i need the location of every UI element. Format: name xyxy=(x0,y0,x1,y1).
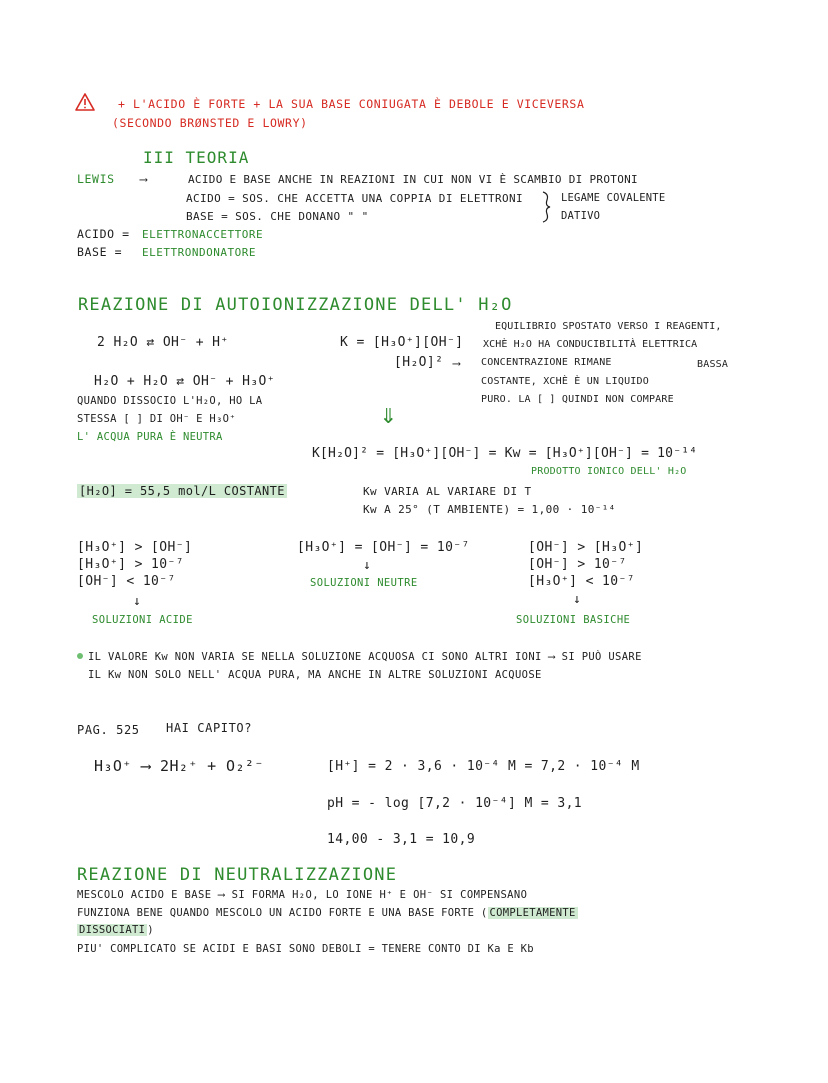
h2o-concentration-text: [H₂O] = 55,5 mol/L COSTANTE xyxy=(79,484,285,498)
lewis-line-2: ACIDO = SOS. CHE ACCETTA UNA COPPIA DI ELETTRONI xyxy=(186,192,524,205)
exercise-page: PAG. 525 xyxy=(77,723,140,737)
eq-note-2: XCHÈ H₂O HA CONDUCIBILITÀ ELETTRICA xyxy=(483,339,698,350)
lewis-title: III TEORIA xyxy=(143,148,250,167)
neutralization-title: REAZIONE DI NEUTRALIZZAZIONE xyxy=(77,865,398,885)
warning-icon xyxy=(75,93,95,111)
calc-line-3: 14,00 - 3,1 = 10,9 xyxy=(327,832,476,847)
basic-cond-2: [OH⁻] > 10⁻⁷ xyxy=(528,557,627,572)
base-label: BASE = xyxy=(77,245,123,259)
k-arrow: ⟶ xyxy=(453,356,461,370)
acid-cond-3: [OH⁻] < 10⁻⁷ xyxy=(77,574,176,589)
h2o-concentration xyxy=(77,485,287,497)
warning-line-2: (SECONDO BRØNSTED E LOWRY) xyxy=(112,116,308,130)
basic-cond-3: [H₃O⁺] < 10⁻⁷ xyxy=(528,574,635,589)
kw-equation: K[H₂O]² = [H₃O⁺][OH⁻] = Kw = [H₃O⁺][OH⁻] = 10⁻¹⁴ xyxy=(312,446,698,461)
autoion-eq-1: 2 H₂O ⇄ OH⁻ + H⁺ xyxy=(97,335,229,350)
autoion-eq-2: H₂O + H₂O ⇄ OH⁻ + H₃O⁺ xyxy=(94,374,275,389)
warning-line-1: + L'ACIDO È FORTE + LA SUA BASE CONIUGATA È DEBOLE E VICEVERSA xyxy=(118,97,585,111)
acid-cond-2: [H₃O⁺] > 10⁻⁷ xyxy=(77,557,184,572)
acid-arrow: ↓ xyxy=(133,594,142,609)
acid-label: ACIDO = xyxy=(77,227,130,241)
neutralization-line-2 xyxy=(77,908,578,919)
lewis-bond-1: LEGAME COVALENTE xyxy=(561,192,666,204)
neutralization-line-4: PIU' COMPLICATO SE ACIDI E BASI SONO DEBOLI = TENERE CONTO DI Ka E Kb xyxy=(77,943,534,955)
calc-line-2: pH = - log [7,2 · 10⁻⁴] M = 3,1 xyxy=(327,796,583,811)
bullet-dot xyxy=(77,653,83,659)
conc-note: CONCENTRAZIONE RIMANE xyxy=(481,357,612,368)
exercise-title: HAI CAPITO? xyxy=(166,721,253,735)
autoion-title: REAZIONE DI AUTOIONIZZAZIONE DELL' H₂O xyxy=(78,295,513,315)
neutral-cond: [H₃O⁺] = [OH⁻] = 10⁻⁷ xyxy=(297,540,470,555)
calc-line-1: [H⁺] = 2 · 3,6 · 10⁻⁴ M = 7,2 · 10⁻⁴ M xyxy=(327,759,640,774)
neutralization-line-3 xyxy=(77,925,154,936)
acid-value: ELETTRONACCETTORE xyxy=(142,228,264,241)
lewis-arrow: ⟶ xyxy=(140,172,148,186)
lewis-line-1: ACIDO E BASE ANCHE IN REAZIONI IN CUI NON VI È SCAMBIO DI PROTONI xyxy=(188,173,638,186)
kw-variation: Kw VARIA AL VARIARE DI T xyxy=(363,485,532,498)
kw-25: Kw A 25° (T AMBIENTE) = 1,00 · 10⁻¹⁴ xyxy=(363,503,616,516)
neutralization-line-2-text: FUNZIONA BENE QUANDO MESCOLO UN ACIDO FORTE E UNA BASE FORTE ( xyxy=(77,907,488,919)
autoion-note-2: STESSA [ ] DI OH⁻ E H₃O⁺ xyxy=(77,413,236,425)
acid-cond-1: [H₃O⁺] > [OH⁻] xyxy=(77,540,193,555)
k-denominator: [H₂O]² xyxy=(394,355,444,370)
brace-icon xyxy=(541,190,553,224)
bullet-line-2: IL Kw NON SOLO NELL' ACQUA PURA, MA ANCHE IN ALTRE SOLUZIONI ACQUOSE xyxy=(88,669,542,681)
neutralization-line-2-highlight: COMPLETAMENTE xyxy=(489,907,576,919)
low-note: BASSA xyxy=(697,359,729,370)
bullet-line-1: IL VALORE Kw NON VARIA SE NELLA SOLUZIONE ACQUOSA CI SONO ALTRI IONI ⟶ SI PUÒ USARE xyxy=(88,651,642,663)
basic-solutions-label: SOLUZIONI BASICHE xyxy=(516,614,631,626)
acid-solutions-label: SOLUZIONI ACIDE xyxy=(92,614,193,626)
eq-note-4: PURO. LA [ ] QUINDI NON COMPARE xyxy=(481,394,674,405)
eq-note-1: EQUILIBRIO SPOSTATO VERSO I REAGENTI, xyxy=(495,321,722,332)
autoion-note-1: QUANDO DISSOCIO L'H₂O, HO LA xyxy=(77,395,263,407)
neutralization-line-1: MESCOLO ACIDO E BASE ⟶ SI FORMA H₂O, LO IONE H⁺ E OH⁻ SI COMPENSANO xyxy=(77,889,528,901)
eq-note-3: COSTANTE, XCHÈ È UN LIQUIDO xyxy=(481,376,649,387)
neutralization-line-3-end: ) xyxy=(147,924,154,936)
basic-arrow: ↓ xyxy=(573,592,582,607)
basic-cond-1: [OH⁻] > [H₃O⁺] xyxy=(528,540,644,555)
ionic-product-label: PRODOTTO IONICO DELL' H₂O xyxy=(531,466,687,477)
k-numerator: K = [H₃O⁺][OH⁻] xyxy=(340,335,464,350)
neutral-solutions-label: SOLUZIONI NEUTRE xyxy=(310,577,418,589)
neutralization-line-3-highlight: DISSOCIATI xyxy=(79,924,146,936)
lewis-line-3: BASE = SOS. CHE DONANO " " xyxy=(186,210,369,223)
neutral-water-note: L' ACQUA PURA È NEUTRA xyxy=(77,431,223,443)
base-value: ELETTRONDONATORE xyxy=(142,246,256,259)
neutral-arrow: ↓ xyxy=(363,558,372,573)
implies-arrow: ⇓ xyxy=(380,397,397,430)
exercise-reaction: H₃O⁺ ⟶ 2H₂⁺ + O₂²⁻ xyxy=(94,757,264,775)
lewis-bond-2: DATIVO xyxy=(561,210,601,222)
lewis-label: LEWIS xyxy=(77,172,115,186)
